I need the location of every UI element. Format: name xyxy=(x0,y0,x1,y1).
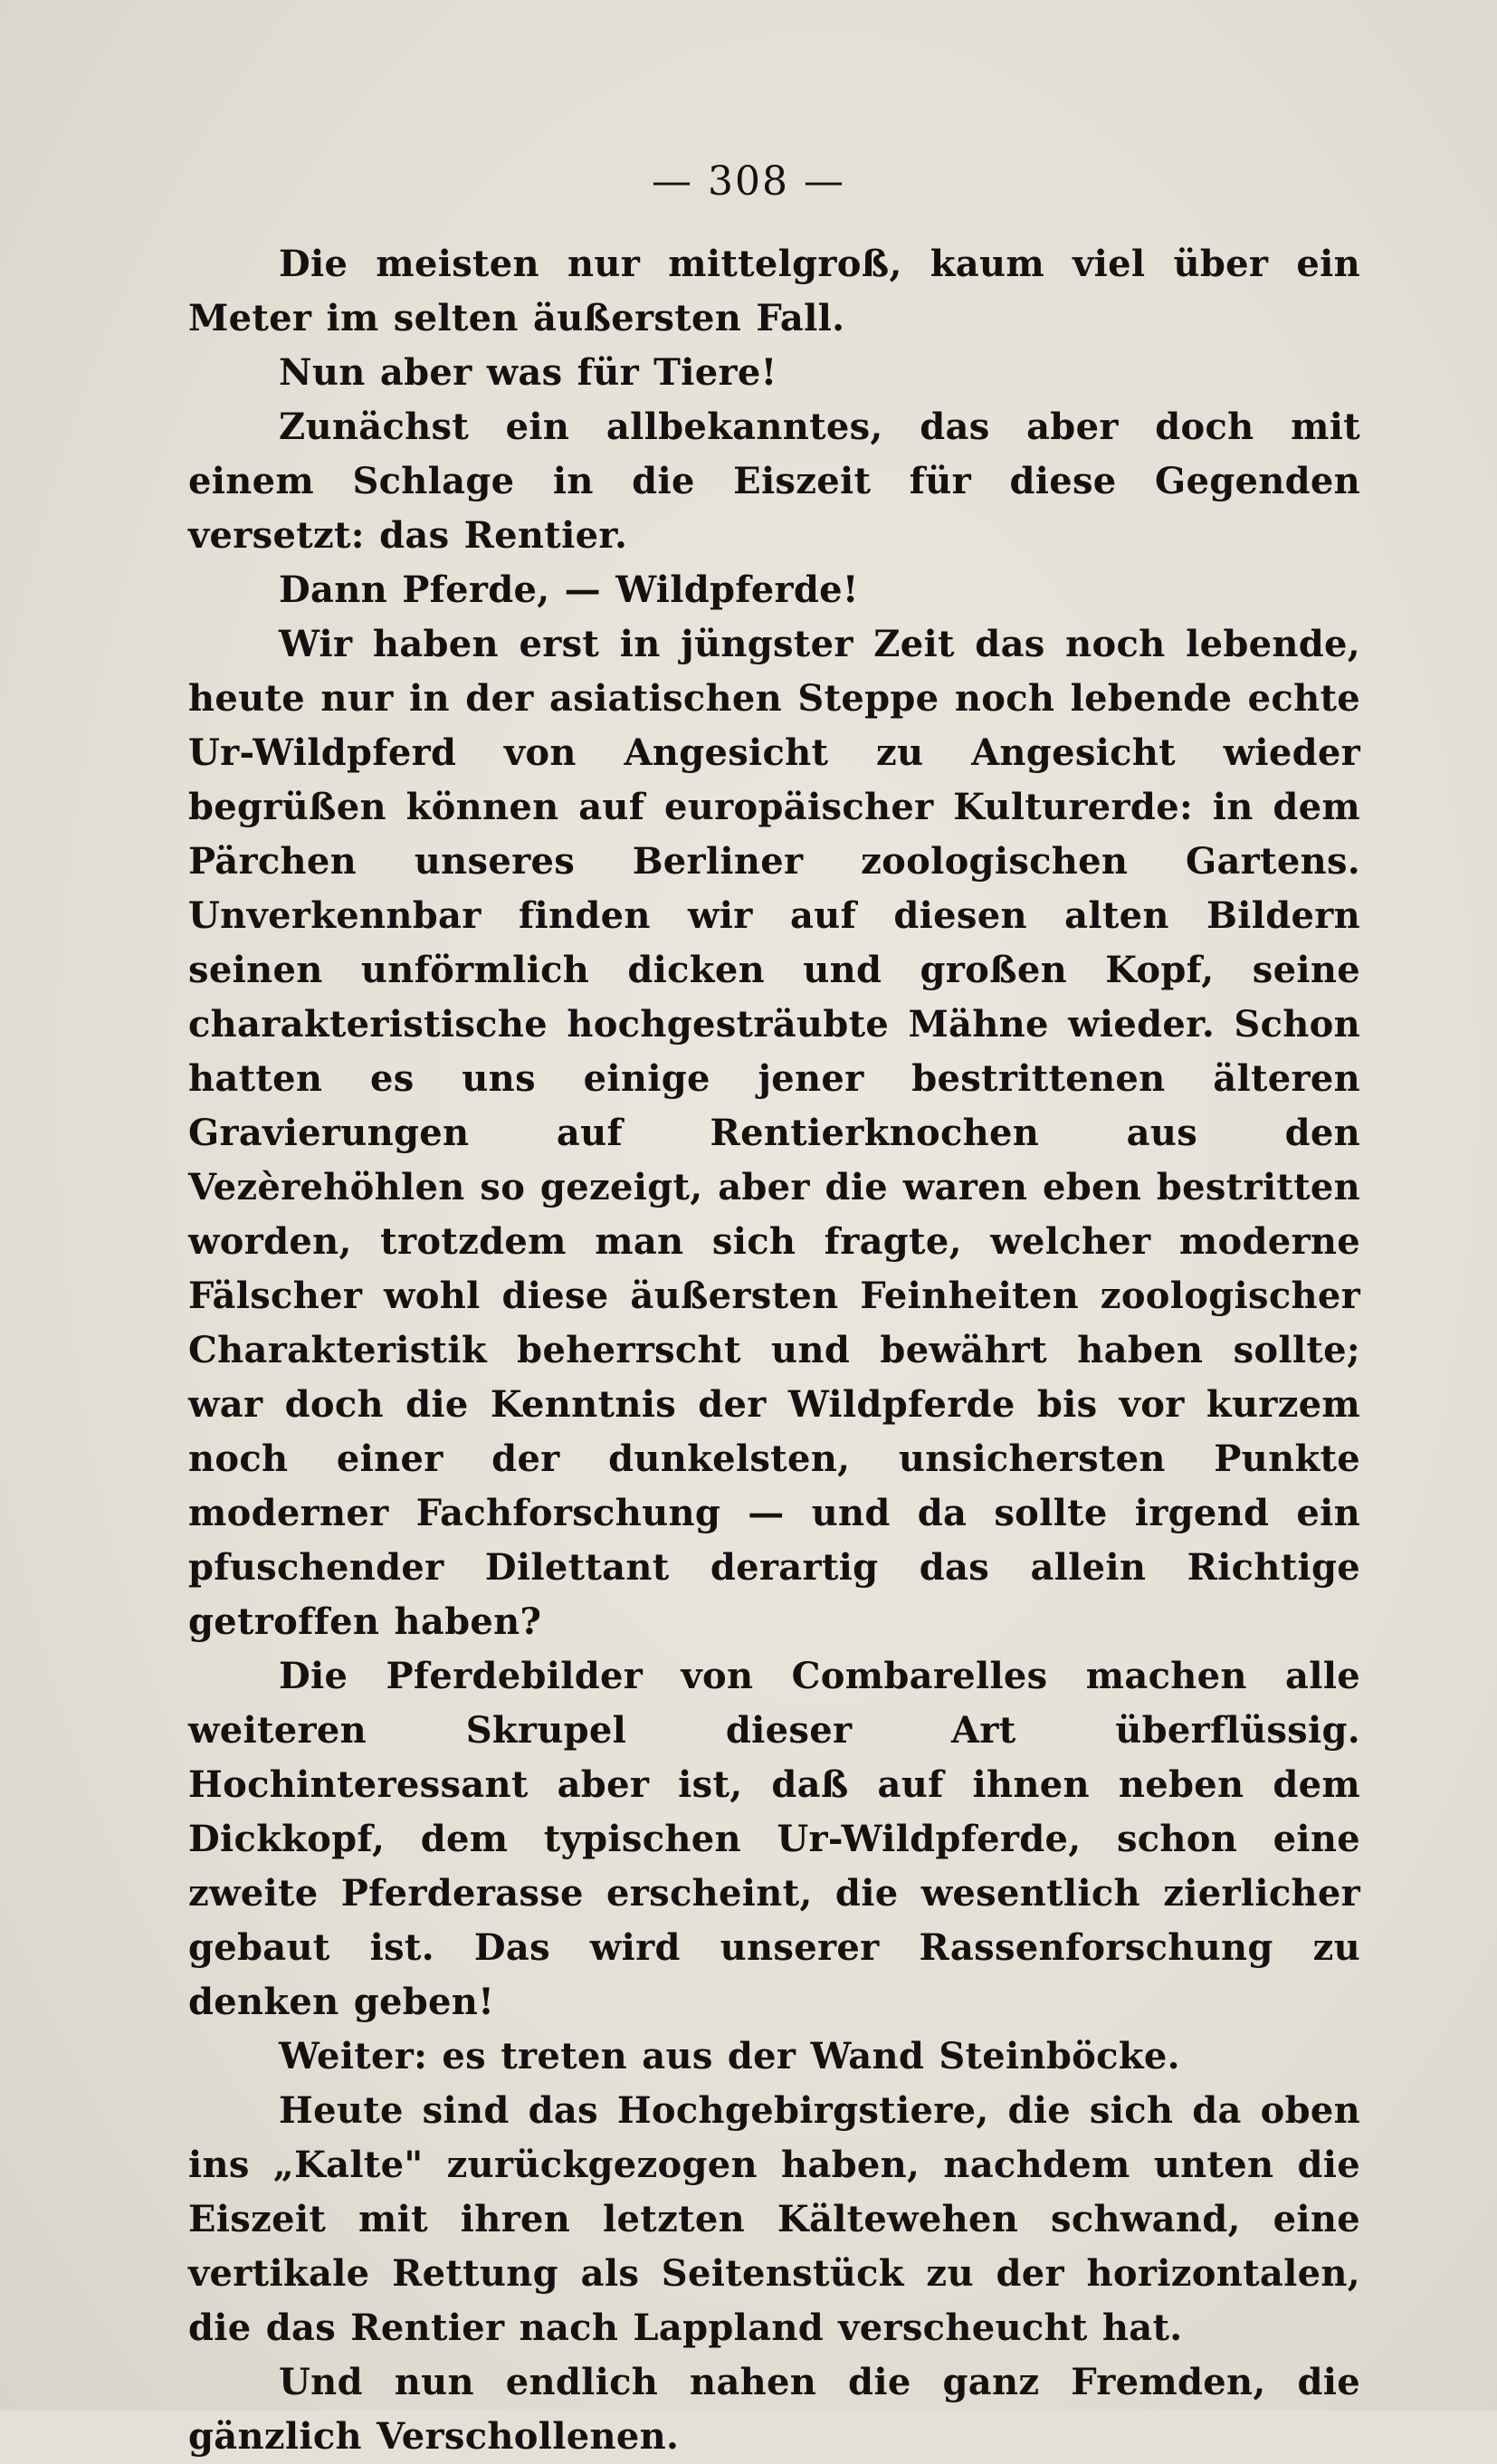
paragraph-8: Heute sind das Hochgebirgstiere, die sich da oben ins „Kalte" zurückgezogen haben, nachdem unten die Eiszeit mit ihren letzten Kältewehen schwand, eine vertikale Rettung als Seitenstück zu der horizontalen, die das Rentier nach Lappland verscheucht hat. xyxy=(188,2089,1360,2349)
paragraph-2: Nun aber was für Tiere! xyxy=(279,351,777,394)
paragraph-4: Dann Pferde, — Wildpferde! xyxy=(279,568,859,611)
paragraph-5: Wir haben erst in jüngster Zeit das noch lebende, heute nur in der asiatischen Steppe noch lebende echte Ur-Wildpferd von Angesicht zu Angesicht wieder begrüßen können auf europäischer Kulturerde: in dem Pärchen unseres Berliner zoologischen Gartens. Unverkennbar finden wir auf diesen alten Bildern seinen unförmlich dicken und großen Kopf, seine charakteristische hochgesträubte Mähne wieder. Schon hatten es uns einige jener bestrittenen älteren Gravierungen auf Rentierknochen aus den Vezèrehöhlen so gezeigt, aber die waren eben bestritten worden, trotzdem man sich fragte, welcher moderne Fälscher wohl diese äußersten Feinheiten zoologischer Charakteristik beherrscht und bewährt haben sollte; war doch die Kenntnis der Wildpferde bis vor kurzem noch einer der dunkelsten, unsichersten Punkte moderner Fachforschung — und da sollte irgend ein pfuschender Dilettant derartig das allein Richtige getroffen haben? xyxy=(188,623,1360,1643)
paragraph-3: Zunächst ein allbekanntes, das aber doch mit einem Schlage in die Eiszeit für diese Gegenden versetzt: das Rentier. xyxy=(188,406,1360,557)
paragraph-9: Und nun endlich nahen die ganz Fremden, die gänzlich Verschollenen. xyxy=(188,2361,1360,2458)
paragraph-7: Weiter: es treten aus der Wand Steinböcke. xyxy=(279,2035,1180,2077)
page-number: — 308 — xyxy=(652,158,845,205)
body-text xyxy=(188,237,1360,2464)
paragraph-1: Die meisten nur mittelgroß, kaum viel über ein Meter im selten äußersten Fall. xyxy=(188,243,1360,339)
paragraph-6: Die Pferdebilder von Combarelles machen alle weiteren Skrupel dieser Art überflüssig. Hochinteressant aber ist, daß auf ihnen neben dem Dickkopf, dem typischen Ur-Wildpferde, schon eine zweite Pferderasse erscheint, die wesentlich zierlicher gebaut ist. Das wird unserer Rassenforschung zu denken geben! xyxy=(188,1655,1360,2023)
